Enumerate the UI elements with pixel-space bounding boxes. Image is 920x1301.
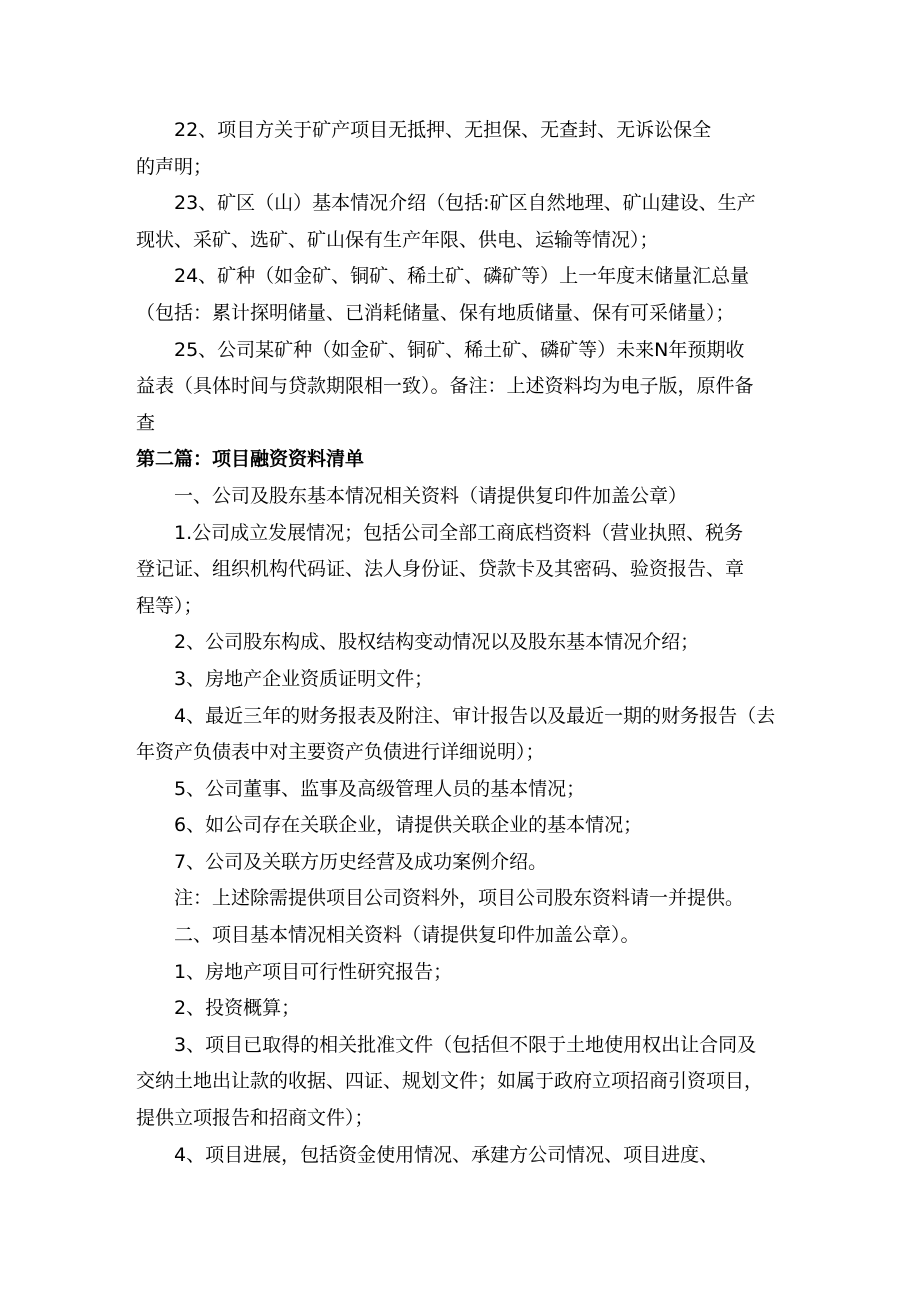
text-line: 22、项目方关于矿产项目无抵押、无担保、无查封、无诉讼保全 xyxy=(174,119,712,141)
text-line: 23、矿区（山）基本情况介绍（包括:矿区自然地理、矿山建设、生产 xyxy=(174,192,756,215)
text-line: 2、投资概算； xyxy=(174,997,301,1020)
text-line: 一、公司及股东基本情况相关资料（请提供复印件加盖公章） xyxy=(174,484,688,507)
project-item-1 xyxy=(136,954,800,991)
text-line: 4、最近三年的财务报表及附注、审计报告以及最近一期的财务报告（去 xyxy=(174,704,776,727)
company-item-7 xyxy=(136,844,800,881)
text-line: （包括：累计探明储量、已消耗储量、保有地质储量、保有可采储量）； xyxy=(136,301,735,324)
text-line: 注：上述除需提供项目公司资料外，项目公司股东资料请一并提供。 xyxy=(174,887,745,910)
heading-text: 第二篇：项目融资资料清单 xyxy=(136,448,365,471)
text-line: 4、项目进展，包括资金使用情况、承建方公司情况、项目进度、 xyxy=(174,1143,719,1166)
subsection-company xyxy=(136,478,800,515)
text-line: 的声明； xyxy=(136,155,213,178)
text-line: 1、房地产项目可行性研究报告； xyxy=(174,960,453,983)
text-line: 3、房地产企业资质证明文件； xyxy=(174,667,434,690)
text-line: 1.公司成立发展情况；包括公司全部工商底档资料（营业执照、税务 xyxy=(174,521,744,544)
text-line: 7、公司及关联方历史经营及成功案例介绍。 xyxy=(174,850,548,873)
item-22 xyxy=(136,112,800,185)
text-line: 查 xyxy=(136,411,156,434)
project-item-4 xyxy=(136,1137,800,1174)
text-line: 年资产负债表中对主要资产负债进行详细说明）； xyxy=(136,741,545,764)
text-line: 25、公司某矿种（如金矿、铜矿、稀土矿、磷矿等）未来N年预期收 xyxy=(174,338,745,361)
company-item-4 xyxy=(136,698,800,771)
text-line: 5、公司董事、监事及高级管理人员的基本情况； xyxy=(174,777,586,800)
company-item-1 xyxy=(136,515,800,625)
text-line: 二、项目基本情况相关资料（请提供复印件加盖公章）。 xyxy=(174,924,640,947)
text-line: 6、如公司存在关联企业，请提供关联企业的基本情况； xyxy=(174,814,643,837)
item-23 xyxy=(136,185,800,258)
text-line: 登记证、组织机构代码证、法人身份证、贷款卡及其密码、验资报告、章 xyxy=(136,558,745,581)
company-note xyxy=(136,880,800,917)
text-line: 3、项目已取得的相关批准文件（包括但不限于土地使用权出让合同及 xyxy=(174,1033,757,1056)
company-item-6 xyxy=(136,807,800,844)
item-25 xyxy=(136,332,800,442)
project-item-3 xyxy=(136,1027,800,1137)
text-line: 程等）； xyxy=(136,594,203,617)
project-item-2 xyxy=(136,990,800,1027)
subsection-project xyxy=(136,917,800,954)
company-item-3 xyxy=(136,661,800,698)
text-line: 24、矿种（如金矿、铜矿、稀土矿、磷矿等）上一年度末储量汇总量 xyxy=(174,265,750,288)
section-heading xyxy=(136,441,800,478)
document-page xyxy=(136,112,800,1173)
text-line: 交纳土地出让款的收据、四证、规划文件；如属于政府立项招商引资项目， xyxy=(136,1070,764,1093)
text-line: 益表（具体时间与贷款期限相一致）。备注：上述资料均为电子版，原件备 xyxy=(136,375,754,398)
text-line: 现状、采矿、选矿、矿山保有生产年限、供电、运输等情况）； xyxy=(136,228,659,251)
company-item-2 xyxy=(136,624,800,661)
company-item-5 xyxy=(136,771,800,808)
item-24 xyxy=(136,258,800,331)
text-line: 2、公司股东构成、股权结构变动情况以及股东基本情况介绍； xyxy=(174,631,700,654)
text-line: 提供立项报告和招商文件）； xyxy=(136,1107,374,1130)
